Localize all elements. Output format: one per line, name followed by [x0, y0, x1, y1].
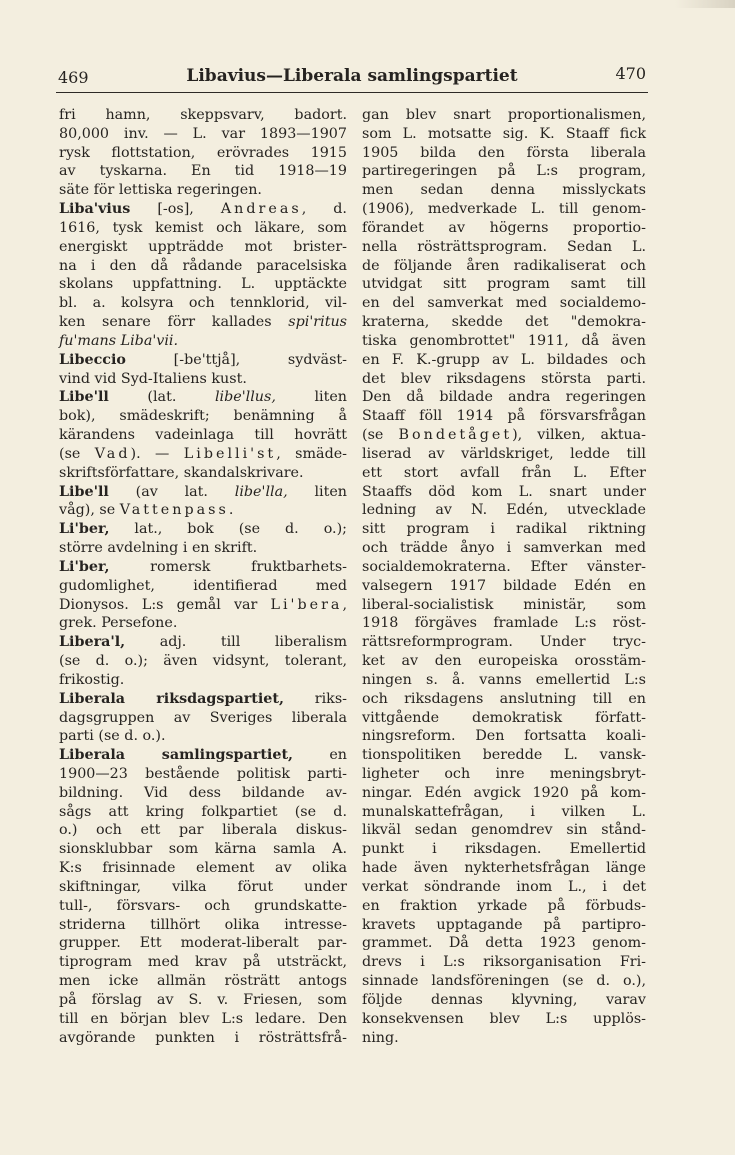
text-line [362, 991, 646, 1010]
text-line [59, 784, 347, 803]
text-run: ningen s. å. vanns emellertid L:s [362, 671, 646, 688]
page-number-right: 470 [615, 64, 646, 83]
running-title: Libavius—Liberala samlingspartiet [186, 66, 518, 86]
text-line [362, 125, 646, 144]
text-run: tionspolitiken beredde L. vansk- [362, 747, 646, 764]
text-line [362, 294, 646, 313]
text-line [362, 464, 646, 483]
text-line [362, 972, 646, 991]
text-run: det blev riksdagens största parti. [362, 370, 646, 387]
text-run: libe'lla, [234, 483, 288, 500]
text-line [59, 313, 347, 332]
text-run: skolans uppfattning. L. upptäckte [59, 276, 347, 293]
text-run: Libe'll [59, 483, 109, 500]
text-run: [-os], [130, 201, 221, 218]
text-line [59, 1010, 347, 1029]
text-run: på förslag av S. v. Friesen, som [59, 991, 347, 1008]
text-run: skiftningar, vilka förut under [59, 878, 347, 895]
text-run: 80,000 inv. — L. var 1893—1907 [59, 125, 347, 142]
right-column [362, 106, 646, 1047]
text-line [59, 916, 347, 935]
text-run: striderna tillhört olika intresse- [59, 916, 347, 933]
text-line [362, 709, 646, 728]
text-run: bl. a. kolsyra och tennklorid, vil- [59, 295, 347, 312]
text-line [59, 690, 347, 709]
text-run: , smäde- [276, 445, 348, 462]
text-run: våg), se [59, 502, 120, 519]
text-run: 1918 förgäves framlade L:s röst- [362, 615, 646, 632]
text-run: Staaffs död kom L. snart under [362, 483, 646, 500]
text-line [59, 558, 347, 577]
text-run: rysk flottstation, erövrades 1915 [59, 144, 347, 161]
text-line [59, 840, 347, 859]
text-run: av tyskarna. En tid 1918—19 [59, 163, 347, 180]
text-run: ningsreform. Den fortsatta koali- [362, 728, 646, 745]
text-run: förandet av högerns proportio- [362, 219, 646, 236]
text-run: konsekvensen blev L:s upplös- [362, 1010, 646, 1027]
text-run: gan blev snart proportionalismen, [362, 107, 646, 123]
text-line [362, 275, 646, 294]
text-run: fri hamn, skeppsvarv, badort. [59, 107, 347, 123]
text-run: ligheter och inre meningsbryt- [362, 765, 646, 782]
text-line [59, 388, 347, 407]
text-run: Li'bera [270, 596, 343, 613]
text-line [59, 746, 347, 765]
text-run: följde dennas klyvning, varav [362, 991, 646, 1008]
text-line [362, 840, 646, 859]
text-run: Liberala samlingspartiet, [59, 747, 294, 764]
text-line [362, 407, 646, 426]
text-line [362, 501, 646, 520]
text-line [362, 558, 646, 577]
text-run: ken senare förr kallades [59, 314, 289, 331]
text-run: Dionysos. L:s gemål var [59, 596, 271, 613]
text-run: romersk fruktbarhets- [109, 558, 347, 575]
text-run: . [228, 502, 234, 519]
text-run: kärandens vadeinlaga till hovrätt [59, 427, 347, 444]
text-run: tiprogram med krav på utsträckt, [59, 954, 347, 971]
text-run: (se [362, 427, 399, 444]
text-run: Libera'l, [59, 634, 126, 651]
text-line [362, 652, 646, 671]
text-run: energiskt uppträdde mot brister- [59, 238, 347, 255]
text-line [362, 539, 646, 558]
text-run: riks- [284, 690, 347, 707]
text-run: (av lat. [108, 483, 235, 500]
text-run: vittgående demokratisk författ- [362, 709, 646, 726]
text-run: ledning av N. Edén, utvecklade [362, 502, 646, 519]
text-run: liten [287, 483, 347, 500]
text-line [59, 671, 347, 690]
text-line [59, 614, 347, 633]
text-line [362, 370, 646, 389]
text-run: punkt i riksdagen. Emellertid [362, 841, 646, 858]
text-run: bok), smädeskrift; benämning å [59, 408, 347, 425]
text-line [362, 520, 646, 539]
text-line [59, 294, 347, 313]
text-run: grek. Persefone. [59, 615, 178, 632]
text-run: fu'mans Liba'vii. [59, 332, 179, 349]
text-run: grammet. Då detta 1923 genom- [362, 935, 646, 952]
text-run: liberal-socialistisk ministär, som [362, 596, 646, 613]
text-run: partiregeringen på L:s program, [362, 163, 646, 180]
text-line [59, 426, 347, 445]
text-line [362, 426, 646, 445]
text-line [362, 144, 646, 163]
text-line [59, 633, 347, 652]
text-run: sitt program i radikal riktning [362, 521, 646, 538]
text-run: ). — [130, 445, 184, 462]
text-line [362, 784, 646, 803]
text-line [362, 162, 646, 181]
text-run: dagsgruppen av Sveriges liberala [59, 709, 347, 726]
text-run: Vad [94, 445, 131, 462]
text-line [59, 577, 347, 596]
text-line [362, 859, 646, 878]
text-run: ), vilken, aktua- [512, 427, 647, 444]
text-line [59, 162, 347, 181]
text-run: drevs i L:s riksorganisation Fri- [362, 954, 646, 971]
text-run: och riksdagens anslutning till en [362, 690, 646, 707]
text-run: Li'ber, [59, 521, 110, 538]
text-line [362, 633, 646, 652]
text-run: ett stort avfall från L. Efter [362, 464, 646, 481]
text-run: tiska genombrottet" 1911, då även [362, 332, 646, 349]
text-run: säte för lettiska regeringen. [59, 182, 262, 199]
text-line [362, 803, 646, 822]
text-line [362, 351, 646, 370]
text-run: sionsklubbar som kärna samla A. [59, 841, 347, 858]
text-line [59, 106, 347, 125]
text-run: en F. K.-grupp av L. bildades och [362, 351, 646, 368]
text-line [362, 878, 646, 897]
text-run: avgörande punkten i rösträttsfrå- [59, 1029, 347, 1046]
text-line [59, 709, 347, 728]
text-line [59, 953, 347, 972]
text-line [362, 200, 646, 219]
text-run: frikostig. [59, 671, 125, 688]
text-run: parti (se d. o.). [59, 728, 166, 745]
text-run: (1906), medverkade L. till genom- [362, 201, 646, 218]
text-line [59, 765, 347, 784]
text-line [362, 257, 646, 276]
text-line [59, 934, 347, 953]
text-run: liserad av världskriget, ledde till [362, 445, 646, 462]
text-run: Andreas [220, 201, 302, 218]
text-run: kravets upptagande på partipro- [362, 916, 646, 933]
text-line [59, 125, 347, 144]
paper-edge-shadow [675, 0, 735, 8]
text-line [362, 445, 646, 464]
text-line [59, 596, 347, 615]
text-line [362, 953, 646, 972]
text-line [59, 445, 347, 464]
text-line [362, 106, 646, 125]
text-run: men icke allmän rösträtt antogs [59, 973, 347, 990]
text-run: Bondetåget [398, 427, 513, 444]
text-run: nella rösträttsprogram. Sedan L. [362, 238, 646, 255]
text-run: (lat. [108, 389, 215, 406]
text-run: gudomlighet, identifierad med [59, 577, 347, 594]
text-line [59, 332, 347, 351]
text-line [362, 690, 646, 709]
text-run: Libe'll [59, 389, 109, 406]
left-column [59, 106, 347, 1047]
text-line [59, 181, 347, 200]
text-run: lat., bok (se d. o.); [109, 521, 347, 538]
text-line [59, 897, 347, 916]
text-line [59, 859, 347, 878]
text-line [362, 483, 646, 502]
text-run: 1616, tysk kemist och läkare, som [59, 219, 347, 236]
text-run: likväl sedan genomdrev sin stånd- [362, 822, 646, 839]
text-run: [-be'ttjå], sydväst- [125, 351, 347, 368]
text-run: o.) och ett par liberala diskus- [59, 822, 347, 839]
text-line [362, 388, 646, 407]
text-line [59, 407, 347, 426]
text-line [362, 596, 646, 615]
text-run: grupper. Ett moderat-liberalt par- [59, 935, 347, 952]
text-line [59, 257, 347, 276]
text-line [362, 313, 646, 332]
text-line [59, 219, 347, 238]
text-run: rättsreformprogram. Under tryc- [362, 634, 646, 651]
text-run: munalskattefrågan, i vilken L. [362, 803, 646, 820]
text-run: liten [275, 389, 347, 406]
text-line [59, 803, 347, 822]
text-run: de följande åren radikaliserat och [362, 257, 646, 274]
text-run: , [342, 596, 347, 613]
text-line [362, 614, 646, 633]
text-run: utvidgat sitt program samt till [362, 276, 646, 293]
text-run: ning. [362, 1029, 399, 1046]
text-run: socialdemokraterna. Efter vänster- [362, 558, 646, 575]
text-run: Li'ber, [59, 558, 110, 575]
text-line [59, 351, 347, 370]
text-line [362, 916, 646, 935]
text-run: ket av den europeiska orosstäm- [362, 653, 646, 670]
text-line [362, 577, 646, 596]
running-header [58, 64, 646, 88]
text-run: (se [59, 445, 95, 462]
text-line [362, 1010, 646, 1029]
text-run: en [293, 747, 348, 764]
text-line [59, 238, 347, 257]
text-line [59, 520, 347, 539]
text-run: tull-, försvars- och grundskatte- [59, 897, 347, 914]
text-line [59, 727, 347, 746]
text-run: Den då bildade andra regeringen [362, 389, 646, 406]
text-line [362, 332, 646, 351]
text-run: ningar. Edén avgick 1920 på kom- [362, 784, 646, 801]
text-line [362, 727, 646, 746]
text-line [362, 934, 646, 953]
text-run: , d. [301, 201, 347, 218]
text-line [362, 897, 646, 916]
text-run: 1900—23 bestående politisk parti- [59, 765, 347, 782]
text-run: Vattenpass [119, 502, 229, 519]
page-number-left: 469 [58, 68, 89, 87]
text-line [362, 821, 646, 840]
text-line [59, 991, 347, 1010]
text-run: en del samverkat med socialdemo- [362, 295, 646, 312]
text-run: bildning. Vid dess bildande av- [59, 784, 347, 801]
text-run: vind vid Syd-Italiens kust. [59, 370, 247, 387]
text-line [59, 878, 347, 897]
text-line [362, 1029, 646, 1048]
text-line [59, 275, 347, 294]
text-run: Libeccio [59, 351, 126, 368]
text-run: hade även nykterhetsfrågan länge [362, 860, 646, 877]
text-run: libe'llus, [214, 389, 276, 406]
text-run: Libelli'st [183, 445, 277, 462]
text-line [362, 765, 646, 784]
text-run: K:s frisinnade element av olika [59, 860, 347, 877]
text-run: som L. motsatte sig. K. Staaff fick [362, 125, 646, 142]
text-line [59, 501, 347, 520]
text-line [362, 746, 646, 765]
text-run: större avdelning i en skrift. [59, 540, 258, 557]
text-run: 1905 bilda den första liberala [362, 144, 646, 161]
text-run: sinnade landsföreningen (se d. o.), [362, 973, 646, 990]
text-line [59, 821, 347, 840]
text-run: sågs att kring folkpartiet (se d. [59, 803, 347, 820]
text-run: na i den då rådande paracelsiska [59, 257, 347, 274]
text-run: kraterna, skedde det "demokra- [362, 314, 646, 331]
text-run: skriftsförfattare, skandalskrivare. [59, 464, 304, 481]
text-line [59, 464, 347, 483]
text-run: och trädde ånyo i samverkan med [362, 540, 646, 557]
text-run: adj. till liberalism [125, 634, 347, 651]
text-line [59, 200, 347, 219]
text-run: men sedan denna misslyckats [362, 182, 646, 199]
header-rule [56, 92, 648, 93]
text-run: spi'ritus [288, 314, 347, 331]
text-line [362, 238, 646, 257]
text-line [59, 972, 347, 991]
text-line [59, 144, 347, 163]
text-line [362, 181, 646, 200]
text-run: verkat söndrande inom L., i det [362, 878, 646, 895]
text-line [59, 1029, 347, 1048]
text-line [59, 370, 347, 389]
text-run: Liba'vius [59, 201, 131, 218]
text-run: en fraktion yrkade på förbuds- [362, 897, 646, 914]
text-run: Liberala riksdagspartiet, [59, 690, 284, 707]
text-line [362, 671, 646, 690]
text-run: (se d. o.); även vidsynt, tolerant, [59, 653, 347, 670]
text-run: Staaff föll 1914 på försvarsfrågan [362, 408, 646, 425]
text-line [59, 539, 347, 558]
text-line [59, 483, 347, 502]
text-line [59, 652, 347, 671]
text-run: valsegern 1917 bildade Edén en [362, 577, 646, 594]
text-run: till en början blev L:s ledare. Den [59, 1010, 347, 1027]
text-line [362, 219, 646, 238]
